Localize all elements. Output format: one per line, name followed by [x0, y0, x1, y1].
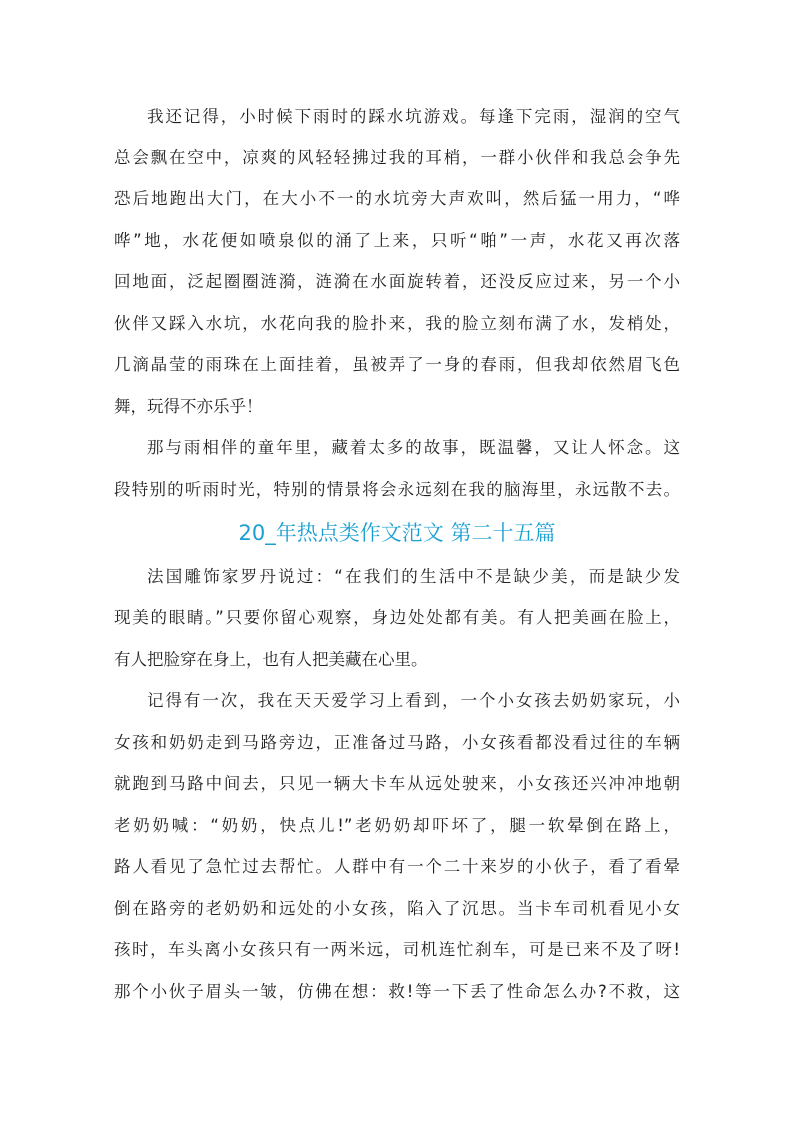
paragraph-line: 段特别的听雨时光，特别的情景将会永远刻在我的脑海里，永远散不去。	[114, 480, 680, 499]
paragraph-line: 女孩和奶奶走到马路旁边，正准备过马路，小女孩看都没看过往的车辆	[114, 733, 680, 752]
paragraph-line: 倒在路旁的老奶奶和远处的小女孩，陷入了沉思。当卡车司机看见小女	[114, 899, 680, 918]
paragraph-line: 现美的眼睛。”只要你留心观察，身边处处都有美。有人把美画在脸上，	[114, 608, 680, 627]
paragraph-line: 恐后地跑出大门，在大小不一的水坑旁大声欢叫，然后猛一用力，“哗	[114, 189, 680, 208]
paragraph-line: 几滴晶莹的雨珠在上面挂着，虽被弄了一身的春雨，但我却依然眉飞色	[114, 355, 680, 374]
paragraph-line: 哗”地，水花便如喷泉似的涌了上来，只听“啪”一声，水花又再次落	[114, 231, 680, 250]
section-heading: 20_年热点类作文范文 第二十五篇	[238, 521, 556, 545]
paragraph-line: 回地面，泛起圈圈涟漪，涟漪在水面旋转着，还没反应过来，另一个小	[114, 272, 680, 291]
paragraph-line: 法国雕饰家罗丹说过：“在我们的生活中不是缺少美，而是缺少发	[147, 567, 680, 586]
paragraph-line: 路人看见了急忙过去帮忙。人群中有一个二十来岁的小伙子，看了看晕	[114, 857, 680, 876]
paragraph-line: 有人把脸穿在身上，也有人把美藏在心里。	[114, 650, 428, 669]
paragraph-line: 孩时，车头离小女孩只有一两米远，司机连忙刹车，可是已来不及了呀!	[114, 940, 680, 959]
paragraph-line: 就跑到马路中间去，只见一辆大卡车从远处驶来，小女孩还兴冲冲地朝	[114, 774, 680, 793]
paragraph-line: 总会飘在空中，凉爽的风轻轻拂过我的耳梢，一群小伙伴和我总会争先	[114, 148, 680, 167]
paragraph-line: 伙伴又踩入水坑，水花向我的脸扑来，我的脸立刻布满了水，发梢处，	[114, 314, 680, 333]
paragraph-line: 舞，玩得不亦乐乎！	[114, 397, 263, 416]
paragraph-line: 我还记得，小时候下雨时的踩水坑游戏。每逢下完雨，湿润的空气	[147, 107, 680, 126]
paragraph-line: 老奶奶喊：“奶奶，快点儿!”老奶奶却吓坏了，腿一软晕倒在路上，	[114, 816, 680, 835]
paragraph-line: 那个小伙子眉头一皱，仿佛在想：救!等一下丢了性命怎么办?不救，这	[114, 982, 680, 1001]
paragraph-line: 记得有一次，我在天天爱学习上看到，一个小女孩去奶奶家玩，小	[147, 691, 680, 710]
paragraph-line: 那与雨相伴的童年里，藏着太多的故事，既温馨，又让人怀念。这	[147, 438, 680, 457]
